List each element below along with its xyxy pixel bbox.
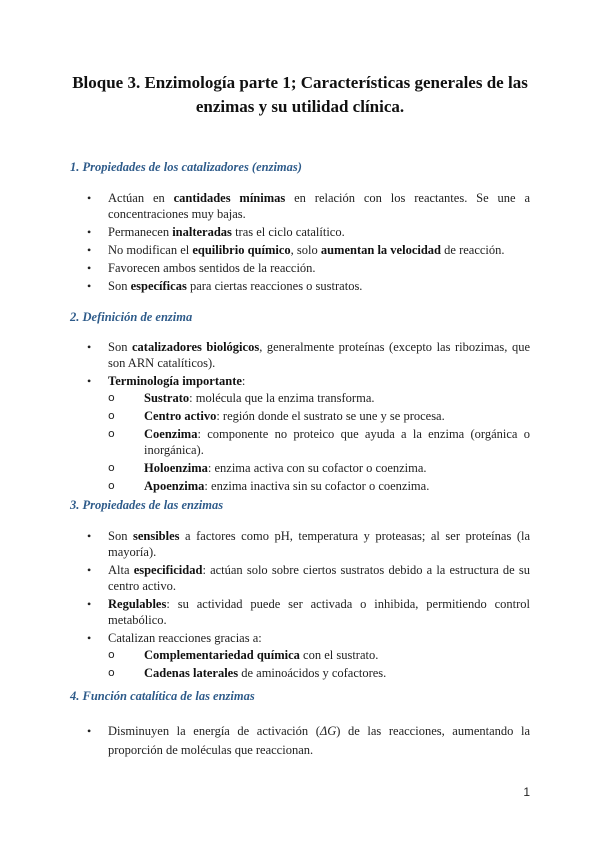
circle-bullet-icon: o bbox=[108, 391, 115, 404]
bullet-icon: • bbox=[87, 724, 92, 738]
list-item: • Regulables: su actividad puede ser activada o inhibida, permitiendo control metabólico. bbox=[87, 597, 530, 627]
list-item: • Son sensibles a factores como pH, temperatura y proteasas; al ser proteínas (la mayoría). bbox=[87, 529, 531, 559]
list-item: • Disminuyen la energía de activación (ΔG) de las reacciones, aumentando la proporción de moléculas que reaccionan. bbox=[87, 724, 530, 757]
sub-list-item: o Apoenzima: enzima inactiva sin su cofactor o coenzima. bbox=[108, 479, 430, 493]
bullet-icon: • bbox=[87, 529, 92, 543]
sublist bbox=[108, 647, 530, 681]
bullet-icon: • bbox=[87, 340, 92, 354]
list-item: • Catalizan reacciones gracias a: o Complementariedad química con el sustrato. o Cadenas laterales de aminoácidos y cofactores. bbox=[70, 630, 530, 681]
sub-list-item: o Holoenzima: enzima activa con su cofactor o coenzima. bbox=[108, 461, 427, 475]
bullet-icon: • bbox=[87, 374, 92, 388]
section-4-heading: 4. Función catalítica de las enzimas bbox=[70, 689, 255, 703]
sub-list-item: o Cadenas laterales de aminoácidos y cofactores. bbox=[108, 666, 387, 680]
bullet-icon: • bbox=[87, 191, 92, 205]
section-4-list bbox=[70, 722, 530, 762]
list-item: • Son específicas para ciertas reacciones o sustratos. bbox=[87, 279, 363, 293]
bullet-icon: • bbox=[87, 279, 92, 293]
circle-bullet-icon: o bbox=[108, 461, 115, 474]
section-2-list bbox=[70, 339, 530, 496]
circle-bullet-icon: o bbox=[108, 666, 115, 679]
bullet-icon: • bbox=[87, 597, 92, 611]
list-item: • Son catalizadores biológicos, generalmente proteínas (excepto las ribozimas, que son ARN catalíticos). bbox=[87, 340, 530, 370]
bullet-icon: • bbox=[87, 243, 92, 257]
page-number: 1 bbox=[523, 785, 530, 799]
bullet-icon: • bbox=[87, 261, 92, 275]
list-item: • Permanecen inalteradas tras el ciclo catalítico. bbox=[87, 225, 345, 239]
bullet-icon: • bbox=[87, 225, 92, 239]
section-2-heading: 2. Definición de enzima bbox=[70, 310, 193, 324]
sublist bbox=[108, 390, 530, 494]
circle-bullet-icon: o bbox=[108, 479, 115, 492]
sub-list-item: o Complementariedad química con el sustrato. bbox=[108, 648, 379, 662]
sub-list-item: o Centro activo: región donde el sustrato se une y se procesa. bbox=[108, 409, 445, 423]
section-1-heading: 1. Propiedades de los catalizadores (enzimas) bbox=[70, 160, 302, 174]
section-3-heading: 3. Propiedades de las enzimas bbox=[70, 498, 224, 512]
list-item: • Alta especificidad: actúan solo sobre ciertos sustratos debido a la estructura de su centro activo. bbox=[87, 563, 530, 593]
bullet-icon: • bbox=[87, 631, 92, 645]
sub-list-item: o Sustrato: molécula que la enzima transforma. bbox=[108, 391, 375, 405]
list-item: • Favorecen ambos sentidos de la reacción. bbox=[87, 261, 316, 275]
section-1-list bbox=[70, 190, 530, 296]
list-item: • Actúan en cantidades mínimas en relación con los reactantes. Se une a concentraciones muy bajas. bbox=[87, 191, 530, 221]
list-item: • Terminología importante: o Sustrato: molécula que la enzima transforma. o Centro activo: región donde el sustrato se une y se procesa. o Coenzima: componente no proteico que ayuda a la enzima (orgánica o inorgánica). o Holoenzima: enzima activa con su cofactor o coenzima. o Apoenzima: enzima inactiva sin su cofactor o coenzima. bbox=[87, 374, 530, 493]
list-item: • No modifican el equilibrio químico, solo aumentan la velocidad de reacción. bbox=[87, 243, 505, 257]
circle-bullet-icon: o bbox=[108, 648, 115, 661]
document-title: Bloque 3. Enzimología parte 1; Características generales de las enzimas y su utilidad clínica. bbox=[72, 73, 528, 116]
circle-bullet-icon: o bbox=[108, 427, 115, 440]
sub-list-item: o Coenzima: componente no proteico que ayuda a la enzima (orgánica o inorgánica). bbox=[108, 427, 530, 457]
bullet-icon: • bbox=[87, 563, 92, 577]
section-3-list bbox=[70, 528, 530, 683]
circle-bullet-icon: o bbox=[108, 409, 115, 422]
